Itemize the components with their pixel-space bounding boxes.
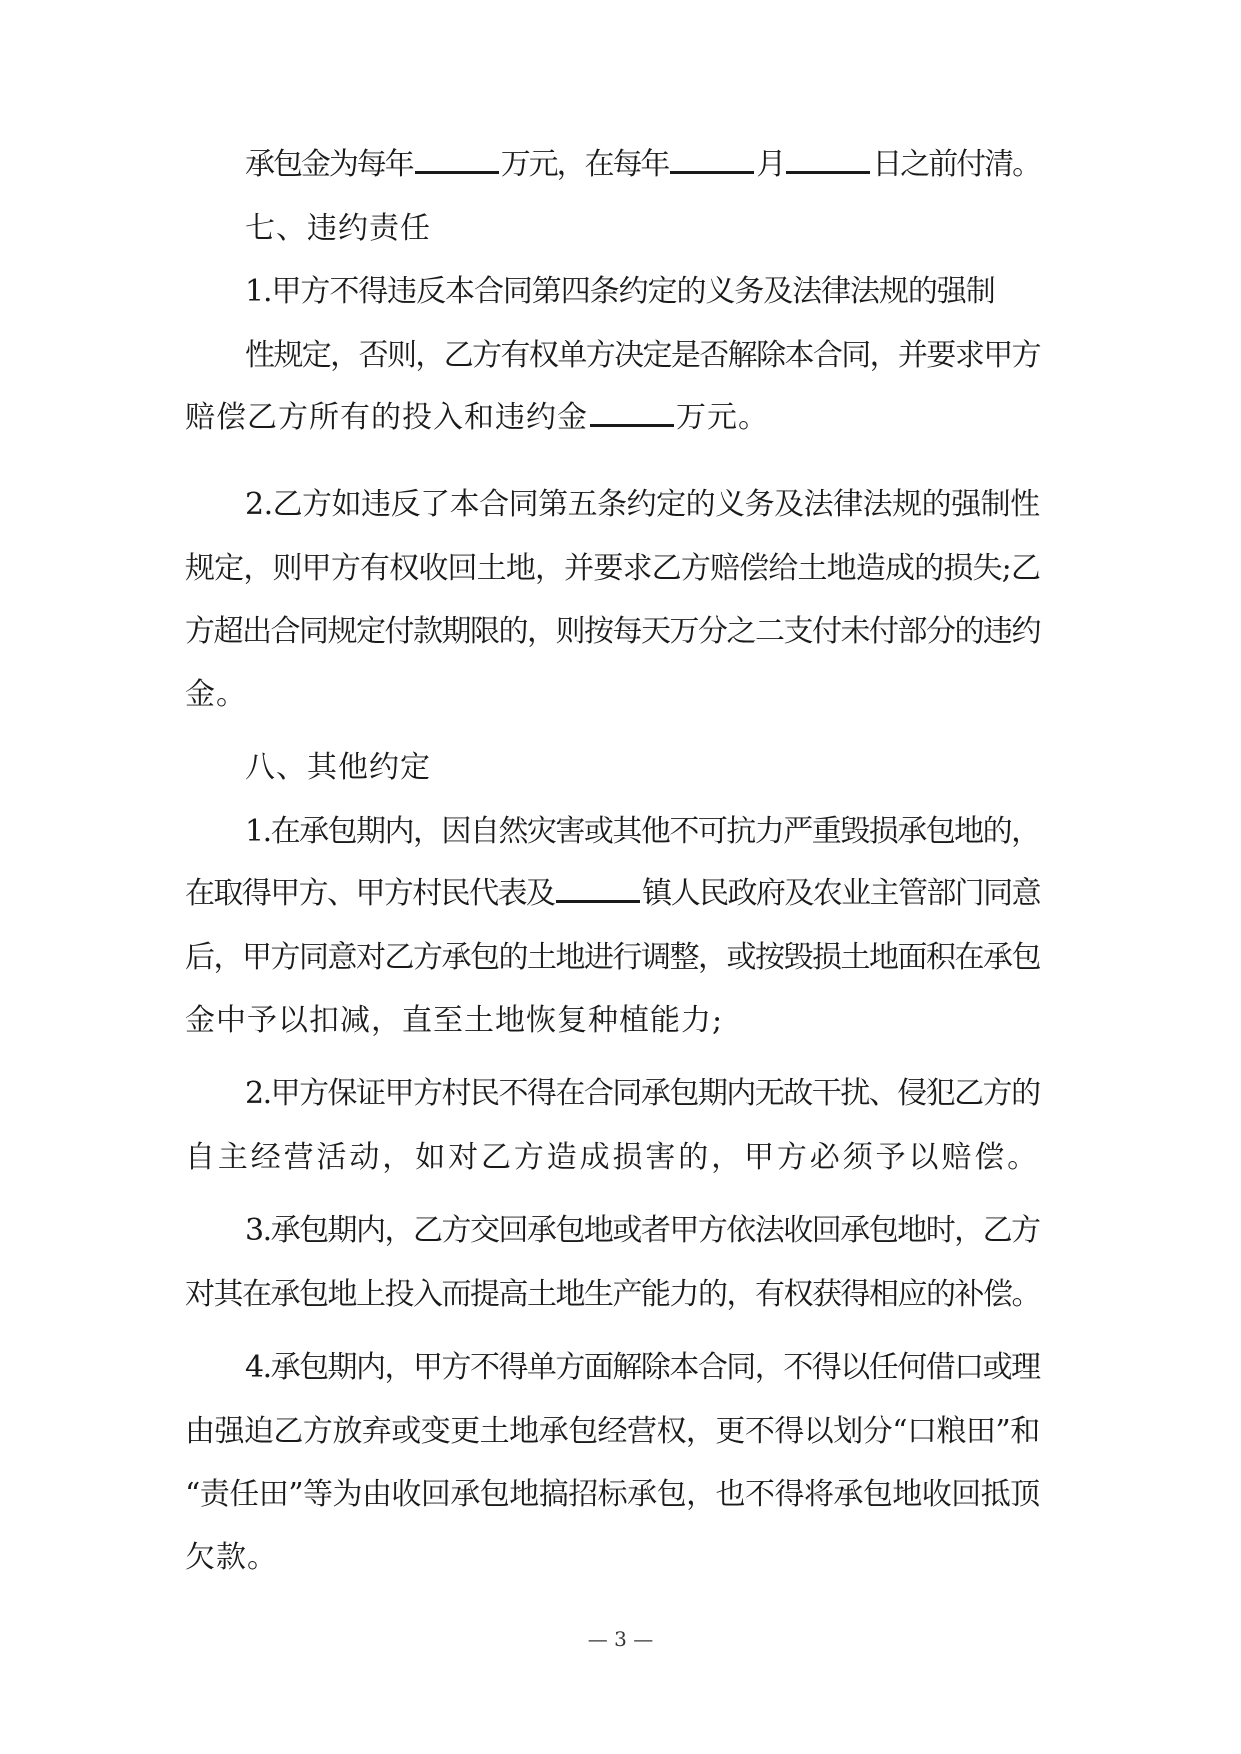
text-segment: “责任田”等为由收回承包地搞招标承包，也不得将承包地收回抵顶 bbox=[185, 1477, 1040, 1512]
fill-in-blank[interactable] bbox=[415, 145, 499, 174]
text-segment: 日之前付清。 bbox=[872, 147, 1041, 182]
text-segment: 1.甲方不得违反本合同第四条约定的义务及法律法规的强制 bbox=[245, 274, 995, 309]
text-segment: 对其在承包地上投入而提高土地生产能力的，有权获得相应的补偿。 bbox=[185, 1277, 1040, 1312]
text-line bbox=[245, 812, 1040, 852]
text-line bbox=[185, 675, 247, 715]
text-line bbox=[185, 612, 1040, 652]
text-line bbox=[185, 398, 769, 438]
text-segment: 2.甲方保证甲方村民不得在合同承包期内无故干扰、侵犯乙方的 bbox=[245, 1076, 1040, 1111]
text-line bbox=[245, 272, 995, 312]
text-segment: 八、其他约定 bbox=[245, 750, 431, 785]
text-line bbox=[185, 549, 1040, 589]
text-segment: 金。 bbox=[185, 677, 247, 712]
text-segment: 2.乙方如违反了本合同第五条约定的义务及法律法规的强制性 bbox=[245, 487, 1040, 522]
text-segment: 4.承包期内，甲方不得单方面解除本合同，不得以任何借口或理 bbox=[245, 1350, 1040, 1385]
text-line bbox=[245, 485, 1040, 525]
text-segment: 在取得甲方、甲方村民代表及 bbox=[185, 876, 555, 911]
text-segment: 由强迫乙方放弃或变更土地承包经营权，更不得以划分“口粮田”和 bbox=[185, 1414, 1040, 1449]
fill-in-blank[interactable] bbox=[590, 398, 674, 427]
text-line bbox=[245, 145, 1040, 185]
text-segment: 欠款。 bbox=[185, 1540, 278, 1575]
fill-in-blank[interactable] bbox=[670, 145, 754, 174]
text-line bbox=[185, 1138, 1040, 1178]
text-line bbox=[245, 1074, 1040, 1114]
text-segment: 月 bbox=[756, 147, 785, 182]
text-segment: 规定，则甲方有权收回土地，并要求乙方赔偿给土地造成的损失;乙 bbox=[185, 551, 1041, 586]
text-line bbox=[245, 1211, 1040, 1251]
text-line bbox=[185, 1475, 1040, 1515]
text-segment: 万元，在每年 bbox=[500, 147, 669, 182]
text-line bbox=[185, 874, 1040, 914]
text-segment: 后，甲方同意对乙方承包的土地进行调整，或按毁损土地面积在承包 bbox=[185, 940, 1040, 975]
text-line bbox=[245, 1348, 1040, 1388]
text-segment: 万元。 bbox=[676, 400, 769, 435]
text-segment: 3.承包期内，乙方交回承包地或者甲方依法收回承包地时，乙方 bbox=[245, 1213, 1040, 1248]
text-line bbox=[185, 1412, 1040, 1452]
text-line bbox=[185, 938, 1040, 978]
text-segment: 方超出合同规定付款期限的，则按每天万分之二支付未付部分的违约 bbox=[185, 614, 1040, 649]
fill-in-blank[interactable] bbox=[556, 874, 640, 903]
page-number: — 3 — bbox=[587, 1627, 654, 1651]
text-line bbox=[185, 1275, 1040, 1315]
text-segment: 镇人民政府及农业主管部门同意 bbox=[642, 876, 1041, 911]
fill-in-blank[interactable] bbox=[786, 145, 870, 174]
text-segment: 七、违约责任 bbox=[245, 211, 431, 246]
text-line bbox=[185, 1001, 723, 1041]
text-segment: 承包金为每年 bbox=[245, 147, 413, 182]
text-line bbox=[245, 209, 431, 249]
text-line bbox=[245, 748, 431, 788]
text-segment: 自主经营活动，如对乙方造成损害的，甲方必须予以赔偿。 bbox=[185, 1140, 1040, 1175]
text-segment: 赔偿乙方所有的投入和违约金 bbox=[185, 400, 588, 435]
text-line bbox=[185, 1538, 278, 1578]
text-segment: 1.在承包期内，因自然灾害或其他不可抗力严重毁损承包地的， bbox=[245, 814, 1040, 849]
text-segment: 性规定，否则，乙方有权单方决定是否解除本合同，并要求甲方 bbox=[245, 338, 1040, 373]
text-segment: 金中予以扣减，直至土地恢复种植能力; bbox=[185, 1003, 724, 1038]
text-line bbox=[245, 336, 1040, 376]
